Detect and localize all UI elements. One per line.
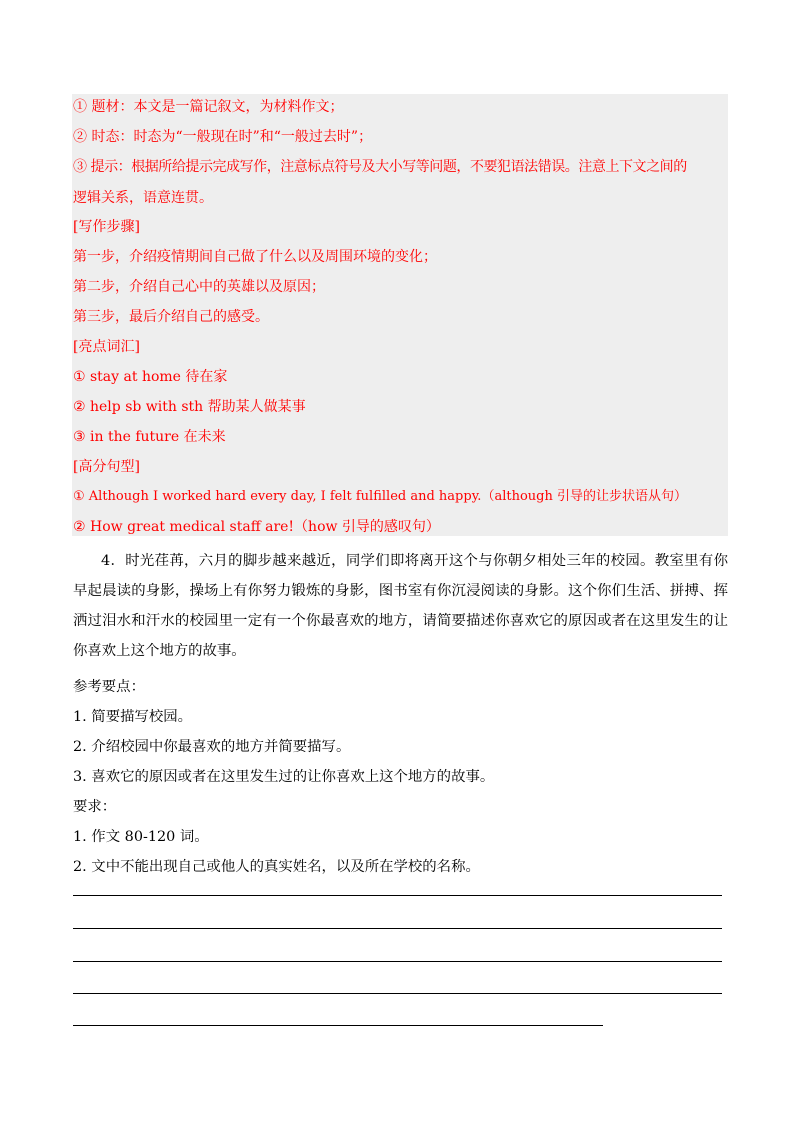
key-point: 1. 简要描写校园。 bbox=[73, 709, 193, 725]
key-points-title: 参考要点： bbox=[73, 679, 145, 695]
step-two: 第二步，介绍自己心中的英雄以及原因； bbox=[73, 279, 325, 295]
section-high-score-sentences: [高分句型] bbox=[73, 459, 140, 475]
answer-line bbox=[73, 1025, 603, 1026]
step-three: 第三步，最后介绍自己的感受。 bbox=[73, 309, 269, 325]
answer-line bbox=[73, 993, 722, 994]
key-point: 2. 介绍校园中你最喜欢的地方并简要描写。 bbox=[73, 739, 351, 755]
note-tips: ③ 提示：根据所给提示完成写作，注意标点符号及大小写等问题，不要犯语法错误。注意上下文之间的 bbox=[73, 159, 687, 175]
requirements-title: 要求： bbox=[73, 799, 117, 815]
note-topic: ① 题材：本文是一篇记叙文，为材料作文； bbox=[73, 99, 344, 115]
vocabulary-item: ① stay at home 待在家 bbox=[73, 369, 228, 385]
sentence-pattern: ① Although I worked hard every day, I felt fulfilled and happy.（although 引导的让步状语从句） bbox=[73, 489, 687, 504]
answer-line bbox=[73, 895, 722, 896]
note-tips-continued: 逻辑关系，语意连贯。 bbox=[73, 190, 213, 206]
sentence-pattern: ② How great medical staff are!（how 引导的感叹句） bbox=[73, 519, 440, 535]
key-point: 3. 喜欢它的原因或者在这里发生过的让你喜欢上这个地方的故事。 bbox=[73, 769, 495, 785]
answer-line bbox=[73, 928, 722, 929]
section-writing-steps: [写作步骤] bbox=[73, 219, 140, 235]
section-highlight-vocabulary: [亮点词汇] bbox=[73, 339, 140, 355]
question-prompt bbox=[73, 546, 728, 666]
step-one: 第一步，介绍疫情期间自己做了什么以及周围环境的变化； bbox=[73, 249, 437, 265]
question-number: 4． bbox=[101, 553, 126, 569]
requirement: 2. 文中不能出现自己或他人的真实姓名，以及所在学校的名称。 bbox=[73, 859, 480, 875]
requirement: 1. 作文 80-120 词。 bbox=[73, 829, 209, 845]
vocabulary-item: ② help sb with sth 帮助某人做某事 bbox=[73, 399, 306, 415]
answer-line bbox=[73, 961, 722, 962]
vocabulary-item: ③ in the future 在未来 bbox=[73, 429, 226, 445]
note-tense: ② 时态：时态为“一般现在时”和“一般过去时”； bbox=[73, 129, 373, 145]
question-prompt-text: 时光荏苒，六月的脚步越来越近，同学们即将离开这个与你朝夕相处三年的校园。教室里有你早起晨读的身影，操场上有你努力锻炼的身影，图书室有你沉浸阅读的身影。这个你们生活、拼搏、挥洒过泪水和汗水的校园里一定有一个你最喜欢的地方，请简要描述你喜欢它的原因或者在这里发生的让你喜欢上这个地方的故事。 bbox=[73, 553, 728, 659]
